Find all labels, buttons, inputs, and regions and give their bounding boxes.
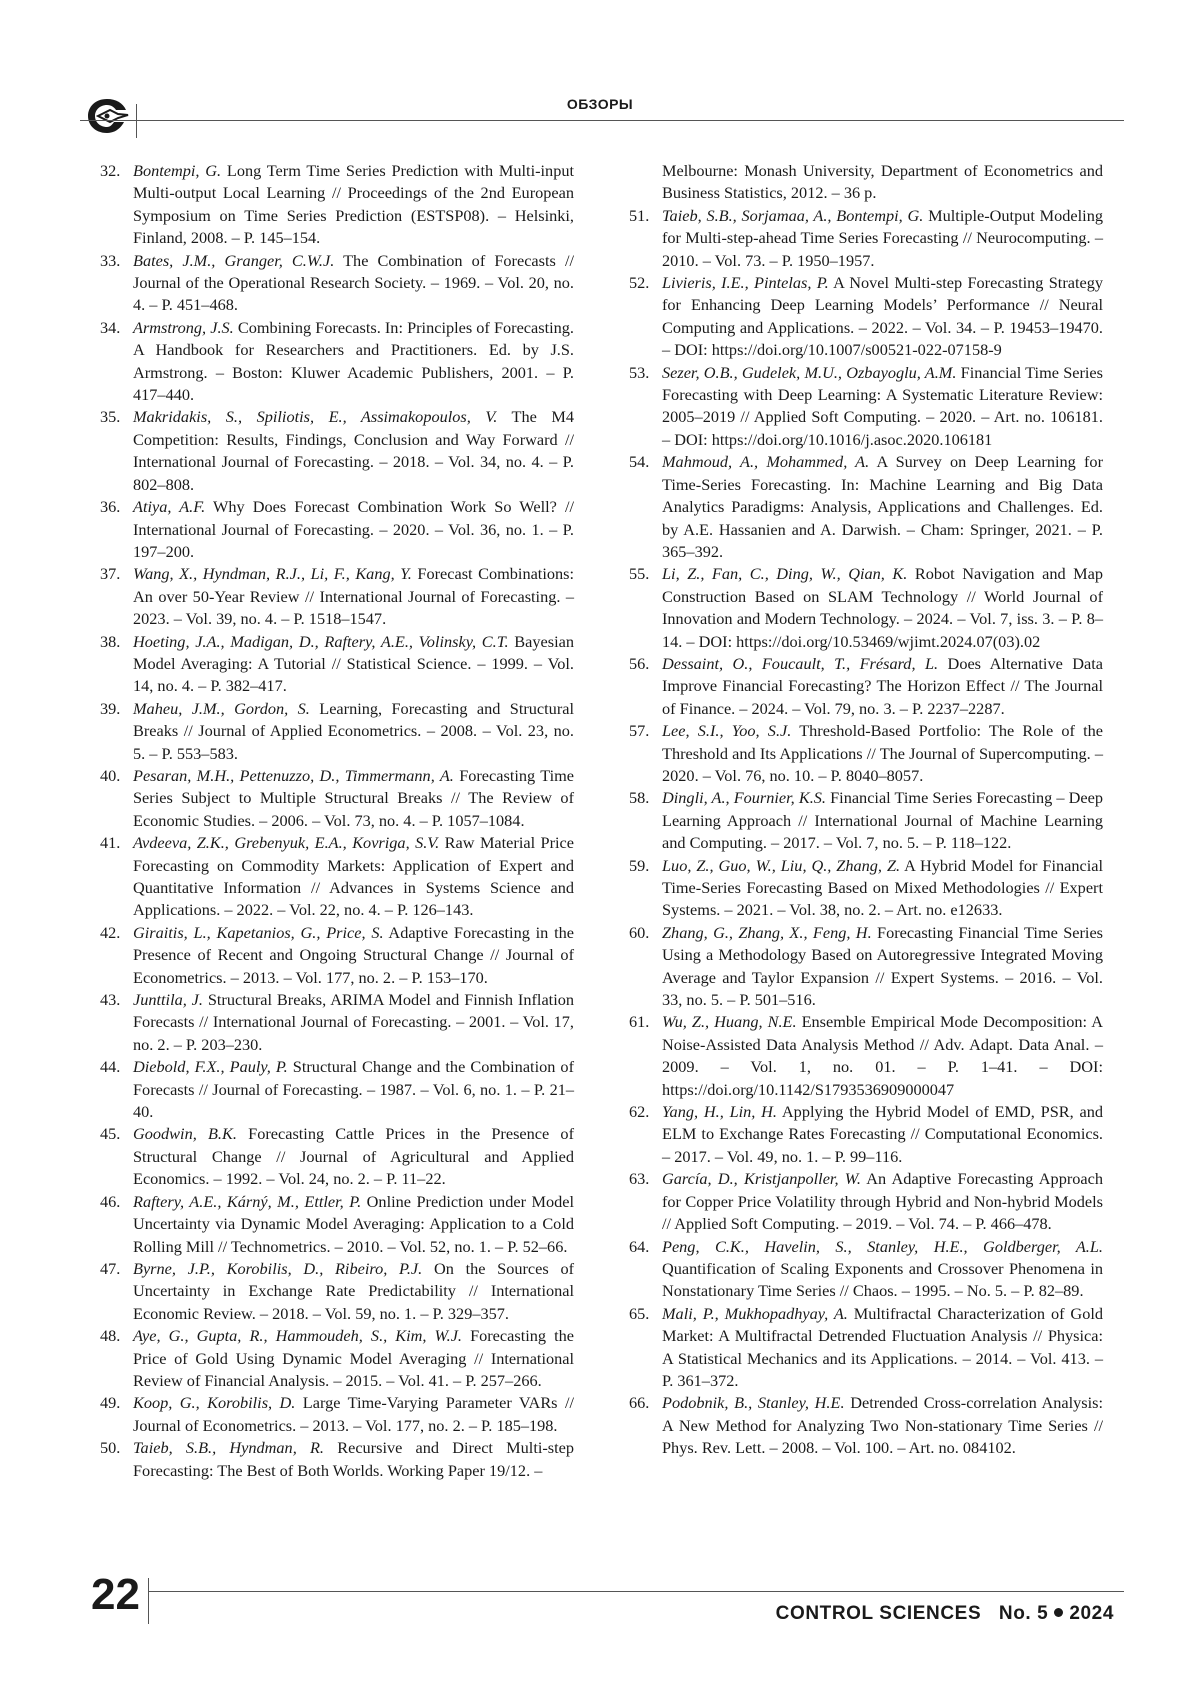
reference-text: Threshold-Based Portfolio: The Role of the Threshold and Its Applications // The Journal of Supercomputing. – 2020. – Vol. 76, no. 10. – P. 8040–8057.	[662, 721, 1103, 785]
reference-authors: Pesaran, M.H., Pettenuzzo, D., Timmermann, A.	[133, 765, 454, 785]
reference-item	[100, 1191, 574, 1258]
reference-authors: García, D., Kristjanpoller, W.	[662, 1169, 861, 1189]
reference-number: 39.	[100, 698, 121, 718]
reference-item	[100, 317, 574, 407]
reference-text: Forecasting Time Series Subject to Multiple Structural Breaks // The Review of Economic Studies. – 2006. – Vol. 73, no. 4. – P. 1057–1084.	[133, 765, 574, 830]
section-title: ОБЗОРЫ	[566, 96, 634, 112]
reference-text: The Combination of Forecasts // Journal of the Operational Research Society. – 1969. – Vol. 20, no. 4. – P. 451–468.	[133, 250, 574, 315]
reference-text: Recursive and Direct Multi-step Forecasting: The Best of Both Worlds. Working Paper 19/12. –	[133, 1438, 575, 1480]
reference-item	[100, 922, 574, 989]
reference-authors: Raftery, A.E., Kárný, M., Ettler, P.	[133, 1191, 362, 1211]
reference-authors: Mahmoud, A., Mohammed, A.	[662, 452, 870, 472]
reference-item	[629, 1168, 1103, 1235]
reference-item	[629, 855, 1103, 922]
reference-authors: Byrne, J.P., Korobilis, D., Ribeiro, P.J.	[133, 1258, 423, 1278]
reference-text: Quantification of Scaling Exponents and Crossover Phenomena in Nonstationary Time Series // Chaos. – 1995. – No. 5. – P. 82–89.	[662, 1258, 1103, 1301]
reference-text: An Adaptive Forecasting Approach for Copper Price Volatility through Hybrid and Non-hybrid Models // Applied Soft Computing. – 2019. – Vol. 74. – P. 466–478.	[662, 1169, 1103, 1234]
reference-number: 41.	[100, 833, 121, 853]
reference-authors: Zhang, G., Zhang, X., Feng, H.	[662, 922, 872, 942]
reference-text: Applying the Hybrid Model of EMD, PSR, and ELM to Exchange Rates Forecasting // Computational Economics. – 2017. – Vol. 49, no. 1. – P. 99–116.	[662, 1102, 1104, 1166]
reference-number: 63.	[629, 1169, 650, 1189]
reference-text: Financial Time Series Forecasting – Deep Learning Approach // International Journal of Machine Learning and Computing. – 2017. – Vol. 7, no. 5. – P. 118–122.	[662, 788, 1103, 853]
reference-text: Robot Navigation and Map Construction Based on SLAM Technology // World Journal of Innovation and Modern Technology. – 2024. – Vol. 7, iss. 3. – P. 8–14. – DOI: https://doi.org/10.53469/wjimt.2024.07(03).02	[662, 564, 1103, 651]
header-rule	[80, 120, 1124, 121]
reference-number: 65.	[629, 1303, 650, 1323]
reference-item	[629, 653, 1103, 720]
reference-text: The M4 Competition: Results, Findings, Conclusion and Way Forward // International Journal of Forecasting. – 2018. – Vol. 34, no. 4. – P. 802–808.	[133, 407, 574, 494]
journal-issue: No. 5	[998, 1603, 1049, 1624]
reference-number: 60.	[629, 922, 650, 942]
reference-text: On the Sources of Uncertainty in Exchange Rate Predictability // International Economic Review. – 2018. – Vol. 59, no. 1. – P. 329–357.	[133, 1258, 575, 1323]
reference-text: Multiple-Output Modeling for Multi-step-ahead Time Series Forecasting // Neurocomputing. – 2010. – Vol. 73. – P. 1950–1957.	[662, 205, 1103, 270]
reference-item	[100, 563, 574, 630]
journal-name: CONTROL SCIENCES	[775, 1603, 982, 1624]
reference-authors: Wang, X., Hyndman, R.J., Li, F., Kang, Y.	[133, 564, 412, 584]
reference-authors: Lee, S.I., Yoo, S.J.	[662, 721, 792, 741]
reference-number: 55.	[629, 564, 650, 584]
reference-authors: Wu, Z., Huang, N.E.	[662, 1012, 797, 1032]
reference-text: Multifractal Characterization of Gold Market: A Multifractal Detrended Fluctuation Analysis // Physica: A Statistical Mechanics and its Applications. – 2014. – Vol. 413. – P. 361–372.	[662, 1303, 1103, 1390]
reference-number: 32.	[100, 161, 121, 180]
reference-text: Forecasting the Price of Gold Using Dynamic Model Averaging // International Review of Financial Analysis. – 2015. – Vol. 41. – P. 257–266.	[133, 1326, 574, 1390]
reference-number: 45.	[100, 1124, 121, 1144]
reference-authors: Dingli, A., Fournier, K.S.	[662, 788, 826, 808]
journal-year: 2024	[1069, 1603, 1114, 1624]
reference-authors: Peng, C.K., Havelin, S., Stanley, H.E., Goldberger, A.L.	[662, 1236, 1103, 1256]
reference-number: 66.	[629, 1393, 650, 1413]
reference-authors: Junttila, J.	[133, 990, 203, 1010]
reference-authors: Atiya, A.F.	[133, 497, 206, 517]
reference-text: Forecasting Cattle Prices in the Presence of Structural Change // Journal of Agricultural and Applied Economics. – 1992. – Vol. 24, no. 2. – P. 11–22.	[133, 1124, 574, 1189]
reference-item	[629, 1011, 1103, 1101]
reference-text: Forecast Combinations: An over 50-Year Review // International Journal of Forecasting. – 2023. – Vol. 39, no. 4. – P. 1518–1547.	[133, 564, 574, 629]
reference-number: 37.	[100, 564, 121, 584]
reference-number: 57.	[629, 721, 650, 741]
reference-item	[629, 272, 1103, 362]
reference-continuation: Melbourne: Monash University, Department of Econometrics and Business Statistics, 2012. – 36 p.	[662, 161, 1103, 203]
bullet-separator	[1054, 1608, 1063, 1617]
reference-item	[629, 1101, 1103, 1168]
reference-authors: Armstrong, J.S.	[133, 317, 234, 337]
reference-text: Financial Time Series Forecasting with Deep Learning: A Systematic Literature Review: 2005–2019 // Applied Soft Computing. – 2020. – Art. no. 106181. – DOI: https://doi.org/10.1016/j.asoc.2020.106181	[662, 362, 1103, 449]
reference-text: Long Term Time Series Prediction with Multi-input Multi-output Local Learning // Proceedings of the 2nd European Symposium on Time Series Prediction (ESTSP08). – Helsinki, Finland, 2008. – P. 145–154.	[133, 161, 574, 248]
reference-authors: Giraitis, L., Kapetanios, G., Price, S.	[133, 922, 384, 942]
reference-number: 36.	[100, 497, 121, 517]
reference-text: A Survey on Deep Learning for Time-Series Forecasting. In: Machine Learning and Big Data Analytics Paradigms: Analysis, Applications and Challenges. Ed. by A.E. Hassanien and A. Darwish. – Cham: Springer, 2021. – P. 365–392.	[662, 452, 1103, 561]
reference-number: 49.	[100, 1393, 121, 1413]
reference-number: 46.	[100, 1191, 121, 1211]
reference-number: 53.	[629, 362, 650, 382]
reference-authors: Goodwin, B.K.	[133, 1124, 237, 1144]
reference-number: 44.	[100, 1057, 121, 1077]
reference-item	[629, 563, 1103, 653]
reference-text: Bayesian Model Averaging: A Tutorial // Statistical Science. – 1999. – Vol. 14, no. 4. – P. 382–417.	[133, 631, 574, 696]
reference-authors: Hoeting, J.A., Madigan, D., Raftery, A.E., Volinsky, C.T.	[133, 631, 509, 651]
reference-item	[100, 406, 574, 496]
reference-number: 50.	[100, 1438, 121, 1458]
reference-authors: Podobnik, B., Stanley, H.E.	[662, 1393, 845, 1413]
reference-text: A Novel Multi-step Forecasting Strategy for Enhancing Deep Learning Models’ Performance // Neural Computing and Applications. – 2022. – Vol. 34. – P. 19453–19470. – DOI: https://doi.org/10.1007/s00521-022-07158-9	[662, 273, 1103, 360]
reference-item	[100, 698, 574, 765]
reference-authors: Diebold, F.X., Pauly, P.	[133, 1057, 288, 1077]
reference-item	[100, 765, 574, 832]
reference-number: 35.	[100, 407, 121, 427]
reference-number: 38.	[100, 631, 121, 651]
reference-item	[100, 496, 574, 563]
reference-authors: Yang, H., Lin, H.	[662, 1102, 778, 1122]
reference-authors: Maheu, J.M., Gordon, S.	[133, 698, 310, 718]
reference-authors: Li, Z., Fan, C., Ding, W., Qian, K.	[662, 564, 908, 584]
reference-item	[629, 1303, 1103, 1393]
reference-item	[100, 1123, 574, 1190]
reference-number: 52.	[629, 273, 650, 293]
reference-number: 62.	[629, 1102, 650, 1122]
reference-authors: Sezer, O.B., Gudelek, M.U., Ozbayoglu, A.M.	[662, 362, 957, 382]
reference-text: Does Alternative Data Improve Financial Forecasting? The Horizon Effect // The Journal of Finance. – 2024. – Vol. 79, no. 3. – P. 2237–2287.	[662, 653, 1103, 718]
reference-item	[629, 1236, 1103, 1303]
reference-authors: Mali, P., Mukhopadhyay, A.	[662, 1303, 848, 1323]
reference-authors: Bontempi, G.	[133, 161, 222, 180]
reference-item	[100, 832, 574, 922]
reference-text: Structural Change and the Combination of Forecasts // Journal of Forecasting. – 1987. – Vol. 6, no. 1. – P. 21–40.	[133, 1057, 574, 1122]
footer-divider-tick	[148, 1578, 149, 1624]
reference-text: Raw Material Price Forecasting on Commodity Markets: Application of Expert and Quantitative Information // Advances in Systems Science and Applications. – 2022. – Vol. 22, no. 4. – P. 126–143.	[133, 833, 574, 920]
reference-number: 64.	[629, 1236, 650, 1256]
reference-text: Adaptive Forecasting in the Presence of Recent and Ongoing Structural Change // Journal of Econometrics. – 2013. – Vol. 177, no. 2. – P. 153–170.	[133, 922, 574, 987]
reference-authors: Livieris, I.E., Pintelas, P.	[662, 273, 829, 293]
reference-text: Learning, Forecasting and Structural Breaks // Journal of Applied Econometrics. – 2008. – Vol. 23, no. 5. – P. 553–583.	[133, 698, 574, 763]
references-left-column	[100, 160, 574, 1482]
reference-text: Ensemble Empirical Mode Decomposition: A Noise-Assisted Data Analysis Method // Adv. Adapt. Data Anal. – 2009. – Vol. 1, no. 01. – P. 1–41. – DOI: https://doi.org/10.1142/S1793536909000047	[662, 1012, 1103, 1099]
reference-authors: Avdeeva, Z.K., Grebenyuk, E.A., Kovriga, S.V.	[133, 833, 440, 853]
reference-item	[100, 1392, 574, 1437]
reference-number: 48.	[100, 1326, 121, 1346]
reference-item	[629, 451, 1103, 563]
reference-authors: Luo, Z., Guo, W., Liu, Q., Zhang, Z.	[662, 855, 901, 875]
reference-text: A Hybrid Model for Financial Time-Series Forecasting Based on Mixed Methodologies // Expert Systems. – 2021. – Vol. 38, no. 2. – Art. no. e12633.	[662, 855, 1103, 920]
reference-number: 47.	[100, 1258, 121, 1278]
reference-authors: Taieb, S.B., Hyndman, R.	[133, 1438, 325, 1458]
reference-text: Structural Breaks, ARIMA Model and Finnish Inflation Forecasts // International Journal of Forecasting. – 2001. – Vol. 17, no. 2. – P. 203–230.	[133, 990, 574, 1054]
reference-item	[629, 362, 1103, 452]
reference-item	[100, 160, 574, 250]
reference-text: Large Time-Varying Parameter VARs // Journal of Econometrics. – 2013. – Vol. 177, no. 2. – P. 185–198.	[133, 1393, 574, 1435]
reference-number: 40.	[100, 765, 121, 785]
reference-number: 33.	[100, 250, 121, 270]
reference-text: Detrended Cross-correlation Analysis: A New Method for Analyzing Two Non-stationary Time Series // Phys. Rev. Lett. – 2008. – Vol. 100. – Art. no. 084102.	[662, 1393, 1104, 1458]
references-right-column	[629, 160, 1103, 1460]
reference-item	[100, 1325, 574, 1392]
reference-text: Online Prediction under Model Uncertainty via Dynamic Model Averaging: Application to a Cold Rolling Mill // Technometrics. – 2010. – Vol. 52, no. 1. – P. 52–66.	[133, 1191, 575, 1256]
reference-item	[629, 720, 1103, 787]
reference-number: 58.	[629, 788, 650, 808]
reference-authors: Taieb, S.B., Sorjamaa, A., Bontempi, G.	[662, 205, 924, 225]
reference-item	[100, 1258, 574, 1325]
reference-number: 51.	[629, 205, 650, 225]
reference-item	[629, 922, 1103, 1012]
reference-item	[629, 205, 1103, 272]
reference-authors: Makridakis, S., Spiliotis, E., Assimakopoulos, V.	[133, 407, 498, 427]
reference-number: 59.	[629, 855, 650, 875]
footer-rule	[148, 1591, 1124, 1592]
reference-item	[629, 787, 1103, 854]
reference-text: Forecasting Financial Time Series Using a Methodology Based on Autoregressive Integrated Moving Average and Taylor Expansion // Expert Systems. – 2016. – Vol. 33, no. 5. – P. 501–516.	[662, 922, 1104, 1010]
reference-authors: Bates, J.M., Granger, C.W.J.	[133, 250, 335, 270]
reference-text: Why Does Forecast Combination Work So Well? // International Journal of Forecasting. – 2020. – Vol. 36, no. 1. – P. 197–200.	[133, 497, 574, 561]
reference-number: 34.	[100, 317, 121, 337]
reference-item	[100, 989, 574, 1056]
reference-number: 54.	[629, 452, 650, 472]
reference-authors: Koop, G., Korobilis, D.	[133, 1393, 296, 1413]
reference-authors: Aye, G., Gupta, R., Hammoudeh, S., Kim, W.J.	[133, 1326, 462, 1346]
reference-item	[100, 1056, 574, 1123]
reference-item	[100, 1437, 574, 1482]
reference-number: 42.	[100, 922, 121, 942]
page-number: 22	[91, 1570, 140, 1619]
reference-number: 43.	[100, 990, 121, 1010]
reference-text: Combining Forecasts. In: Principles of Forecasting. A Handbook for Researchers and Practitioners. Ed. by J.S. Armstrong. – Boston: Kluwer Academic Publishers, 2001. – P. 417–440.	[133, 317, 574, 405]
reference-number: 56.	[629, 653, 650, 673]
reference-number: 61.	[629, 1012, 650, 1032]
journal-footer	[776, 1603, 1114, 1625]
reference-item	[100, 250, 574, 317]
reference-authors: Dessaint, O., Foucault, T., Frésard, L.	[662, 653, 939, 673]
reference-item	[629, 1392, 1103, 1459]
reference-item	[100, 631, 574, 698]
